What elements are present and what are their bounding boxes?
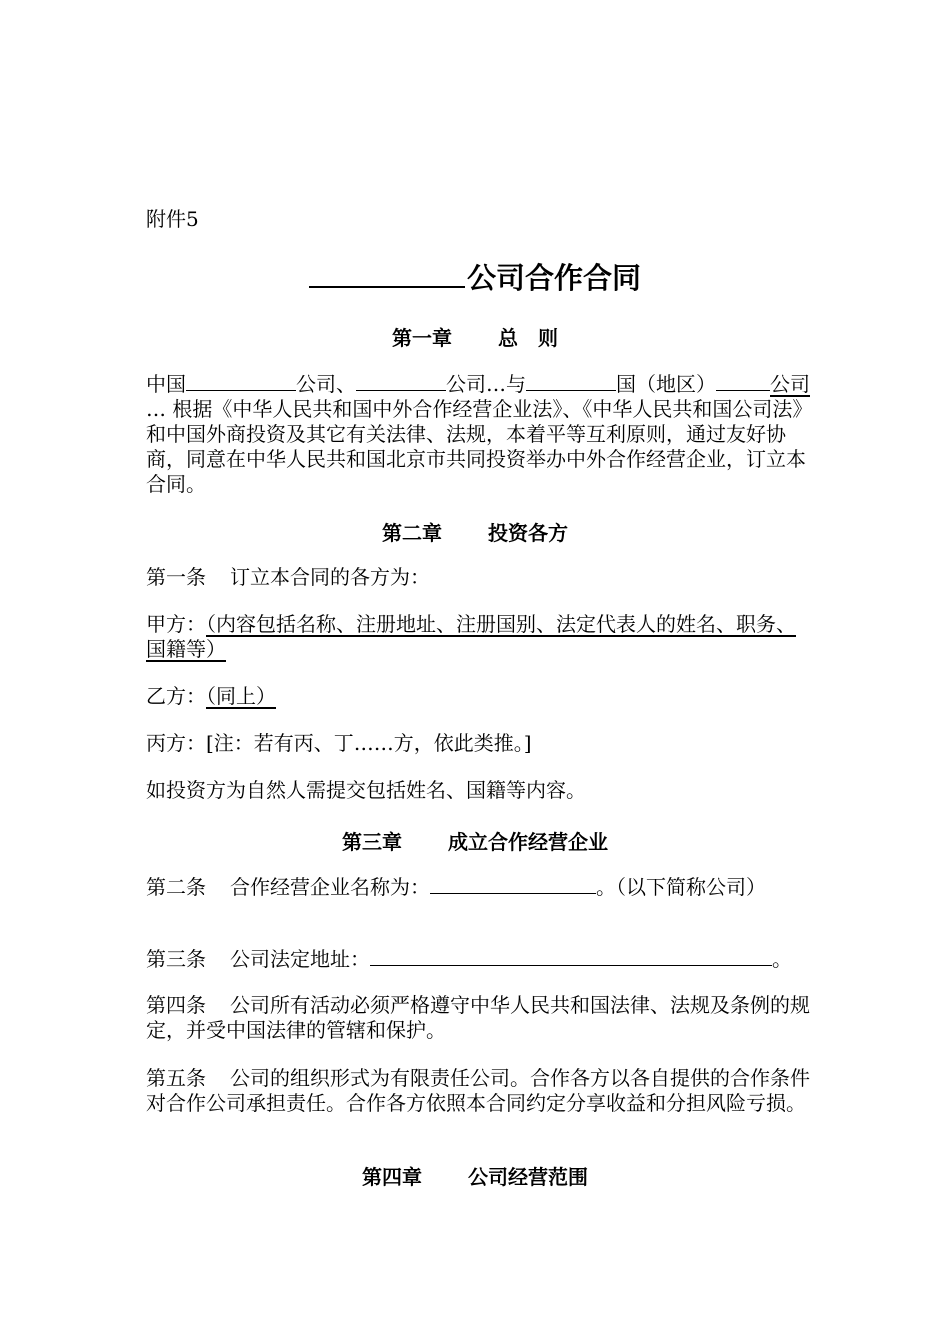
- article-label: 第四条: [146, 993, 206, 1017]
- article-label: 第三条: [146, 947, 206, 971]
- party-c: 丙方：[注：若有丙、丁……方，依此类推。]: [146, 731, 532, 755]
- preamble-paragraph: [146, 370, 810, 497]
- party-b: [146, 684, 810, 709]
- chapter-1-heading: [0, 322, 950, 351]
- article-text: 。: [772, 947, 792, 971]
- chapter-2-heading: [0, 517, 950, 546]
- contract-title: [0, 256, 950, 297]
- preamble-text: 中国: [146, 372, 186, 396]
- chapter-name: 公司经营范围: [468, 1165, 588, 1189]
- address-blank: [370, 945, 772, 966]
- blank-line: [716, 370, 770, 391]
- article-label: 第二条: [146, 875, 206, 899]
- article-text: 公司所有活动必须严格遵守中华人民共和国法律、法规及条例的规定，并受中国法律的管辖和保护。: [146, 993, 810, 1042]
- blank-line: [356, 370, 446, 391]
- title-suffix: 公司合作合同: [466, 261, 641, 295]
- article-text: 。（以下简称公司）: [596, 875, 766, 899]
- article-2: [146, 873, 810, 900]
- article-label: 第五条: [146, 1066, 206, 1090]
- party-content: （内容包括名称、注册地址、注册国别、法定代表人的姓名、职务、国籍等）: [146, 612, 796, 661]
- party-label: 甲方：: [146, 612, 206, 636]
- natural-person-note: 如投资方为自然人需提交包括姓名、国籍等内容。: [146, 778, 586, 802]
- chapter-number: 第一章: [392, 326, 452, 350]
- chapter-3-heading: [0, 826, 950, 855]
- party-label: 乙方：: [146, 684, 206, 708]
- chapter-number: 第四章: [362, 1165, 422, 1189]
- chapter-name: 投资各方: [488, 521, 568, 545]
- article-label: 第一条: [146, 565, 206, 589]
- article-text: 公司法定地址：: [230, 947, 370, 971]
- blank-line: [526, 370, 616, 391]
- chapter-name: 总 则: [498, 326, 558, 350]
- chapter-4-heading: [0, 1161, 950, 1190]
- preamble-text: … 根据《中华人民共和国中外合作经营企业法》、《中华人民共和国公司法》和中国外商投资及其它有关法律、法规，本着平等互利原则，通过友好协商，同意在中华人民共和国北京市共同投资举办中外合作经营企业，订立本合同。: [146, 397, 806, 496]
- party-content: （同上）: [206, 684, 276, 708]
- article-text: 合作经营企业名称为：: [230, 875, 430, 899]
- chapter-number: 第三章: [342, 830, 402, 854]
- annex-label: 附件5: [146, 207, 199, 231]
- article-3: [146, 945, 810, 972]
- article-text: 订立本合同的各方为：: [230, 565, 430, 589]
- enterprise-name-blank: [430, 873, 596, 894]
- preamble-text: 公司、: [296, 372, 356, 396]
- article-text: 公司的组织形式为有限责任公司。合作各方以各自提供的合作条件对合作公司承担责任。合作各方依照本合同约定分享收益和分担风险亏损。: [146, 1066, 810, 1115]
- preamble-text: 公司…与: [446, 372, 526, 396]
- chapter-number: 第二章: [382, 521, 442, 545]
- preamble-text: 公司: [770, 372, 810, 396]
- preamble-text: 国（地区）: [616, 372, 716, 396]
- party-a: [146, 612, 810, 662]
- title-name-blank: [309, 260, 465, 288]
- article-4: [146, 993, 810, 1043]
- chapter-name: 成立合作经营企业: [448, 830, 608, 854]
- article-1: [146, 565, 810, 590]
- article-5: [146, 1066, 810, 1116]
- blank-line: [186, 370, 296, 391]
